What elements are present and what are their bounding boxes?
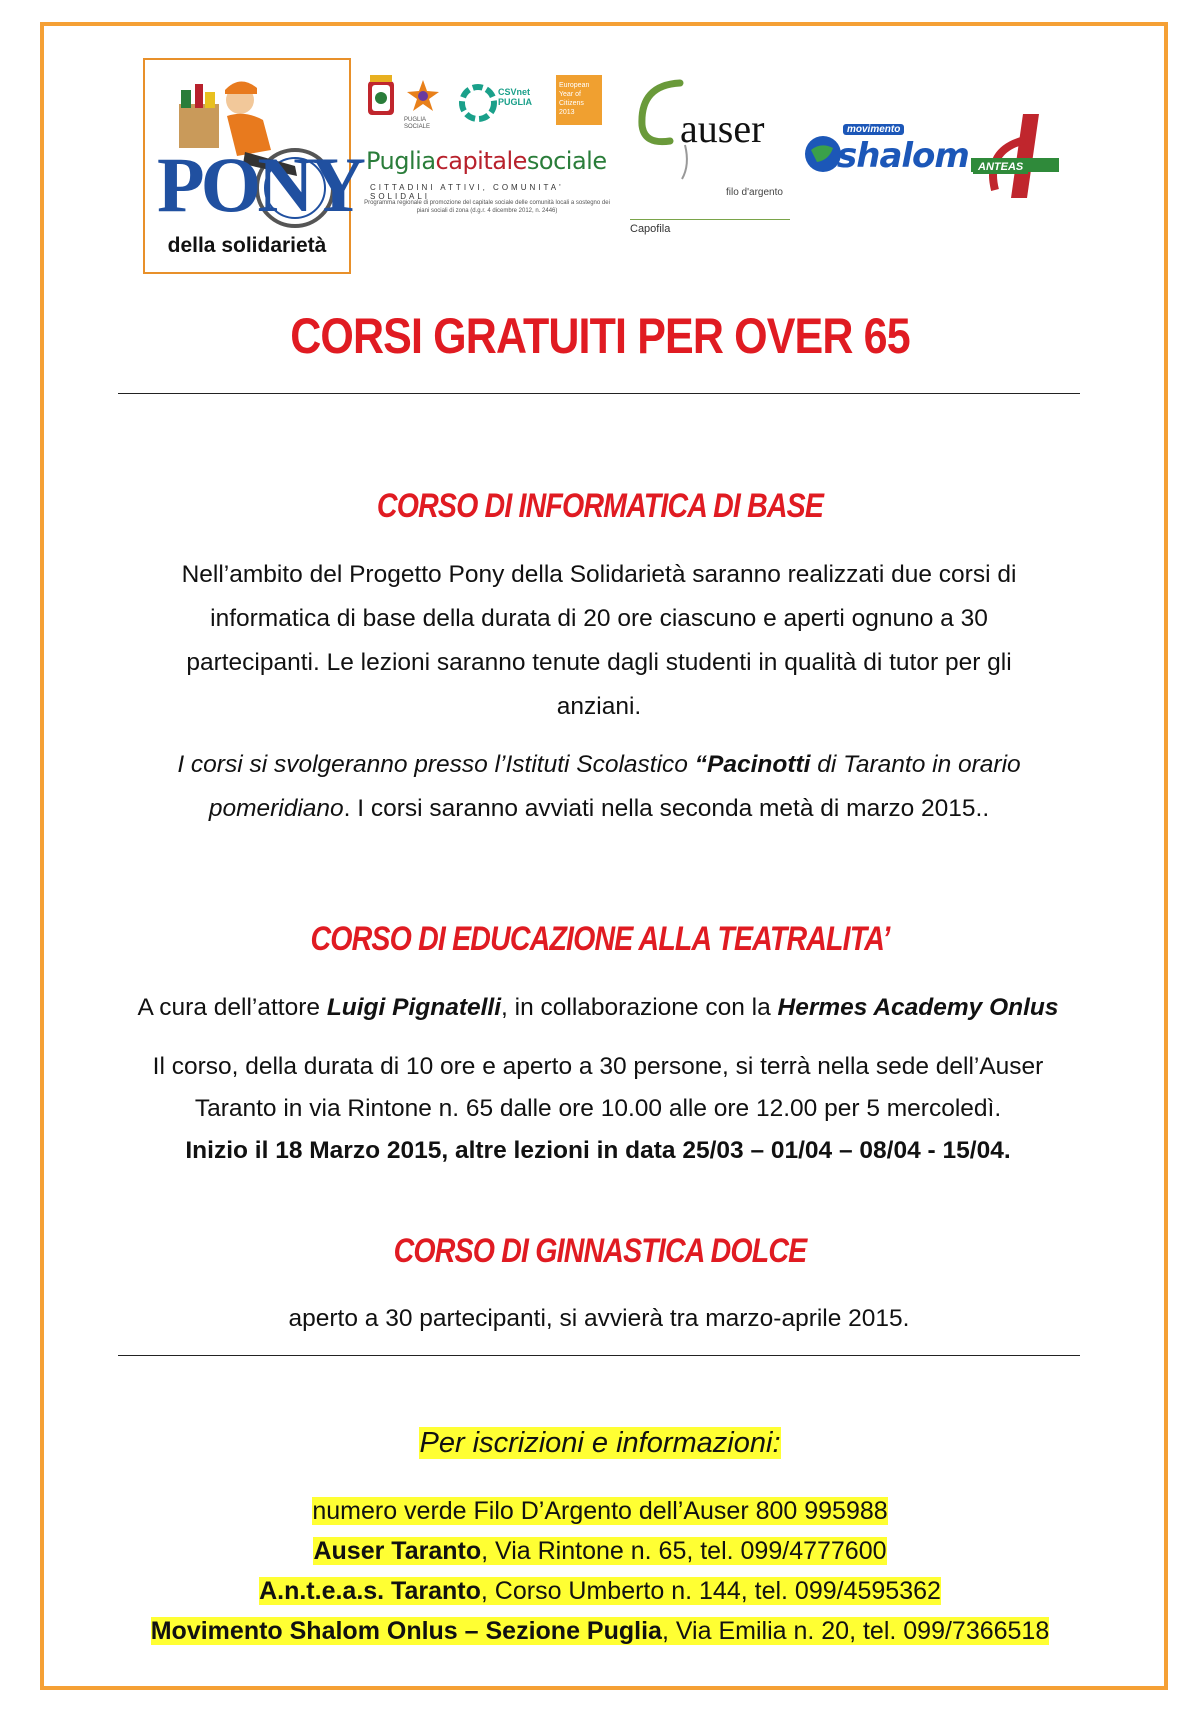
shalom-movimento-label: movimento bbox=[843, 124, 904, 135]
puglia-program-note: Programma regionale di promozione del capitale sociale delle comunità locali a sostegno dei piani sociali di zona (d.g.r. 4 dicembre 2012, n. 2446) bbox=[364, 200, 610, 214]
csvnet-swirl-icon bbox=[458, 83, 498, 123]
anteas-logo bbox=[965, 110, 1063, 202]
contact-anteas: A.n.t.e.a.s. Taranto, Corso Umberto n. 144, tel. 099/4595362 bbox=[259, 1577, 941, 1605]
shalom-wordmark: shalom bbox=[837, 136, 969, 176]
page-title: CORSI GRATUITI PER OVER 65 bbox=[290, 308, 910, 364]
section-informatica-text: Nell’ambito del Progetto Pony della Solidarietà saranno realizzati due corsi di informatica di base della durata di 20 ore ciascuno e aperti ognuno a 30 partecipanti. Le lezioni saranno tenute dagli studenti in qualità di tutor per gli anziani. bbox=[181, 561, 1017, 720]
puglia-tagline: CITTADINI ATTIVI, COMUNITA' SOLIDALI bbox=[370, 183, 564, 201]
section-ginnastica-text: aperto a 30 partecipanti, si avvierà tra marzo-aprile 2015. bbox=[288, 1305, 910, 1332]
auser-filo-label: filo d'argento bbox=[726, 187, 783, 198]
contact-numero-verde: numero verde Filo D’Argento dell’Auser 800 995988 bbox=[312, 1497, 888, 1525]
movimento-shalom-logo bbox=[803, 118, 969, 190]
section-informatica-title: CORSO DI INFORMATICA DI BASE bbox=[376, 487, 824, 525]
regione-puglia-crest-icon bbox=[366, 75, 396, 119]
auser-logo bbox=[630, 75, 795, 240]
auser-divider bbox=[630, 219, 790, 220]
auser-capofila-label: Capofila bbox=[630, 223, 671, 235]
csvnet-label: CSVnet PUGLIA bbox=[498, 87, 533, 107]
contact-shalom: Movimento Shalom Onlus – Sezione Puglia, Via Emilia n. 20, tel. 099/7366518 bbox=[150, 1617, 1050, 1645]
section-teatralita-text: A cura dell’attore Luigi Pignatelli, in collaborazione con la Hermes Academy Onlus bbox=[137, 994, 1059, 1021]
section-informatica-location: I corsi si svolgeranno presso l’Istituti Scolastico “Pacinotti di Taranto in orario pomeridiano. I corsi saranno avviati nella seconda metà di marzo 2015.. bbox=[177, 751, 1021, 822]
puglia-sociale-star-icon bbox=[406, 79, 440, 113]
european-year-badge bbox=[556, 75, 602, 125]
section-ginnastica-title: CORSO DI GINNASTICA DOLCE bbox=[393, 1232, 807, 1270]
anteas-wordmark: ANTEAS bbox=[973, 160, 1028, 174]
auser-wordmark: auser bbox=[680, 106, 765, 151]
section-teatralita-title: CORSO DI EDUCAZIONE ALLA TEATRALITA’ bbox=[310, 920, 890, 958]
european-year-label: European Year of Citizens 2013 bbox=[559, 82, 590, 116]
pony-wordmark: PONY bbox=[157, 141, 362, 228]
puglia-capitale-sociale-logo bbox=[360, 75, 610, 245]
puglia-wordmark: Pugliacapitalesociale bbox=[366, 147, 607, 175]
pony-logo bbox=[143, 58, 362, 274]
contact-auser: Auser Taranto, Via Rintone n. 65, tel. 099/4777600 bbox=[313, 1537, 887, 1565]
pony-caption: della solidarietà bbox=[167, 234, 327, 257]
anteas-a-icon bbox=[965, 110, 1063, 202]
divider-top bbox=[118, 393, 1080, 394]
divider-bottom bbox=[118, 1355, 1080, 1356]
contacts-title: Per iscrizioni e informazioni: bbox=[419, 1427, 781, 1459]
puglia-sociale-label: PUGLIA SOCIALE bbox=[404, 117, 431, 130]
section-teatralita-details: Il corso, della durata di 10 ore e aperto a 30 persone, si terrà nella sede dell’Auser Taranto in via Rintone n. 65 dalle ore 10.00 alle ore 12.00 per 5 mercoledì. Inizio il 18 Marzo 2015, altre lezioni in data 25/03 – 01/04 – 08/04 - 15/04. bbox=[152, 1053, 1044, 1164]
